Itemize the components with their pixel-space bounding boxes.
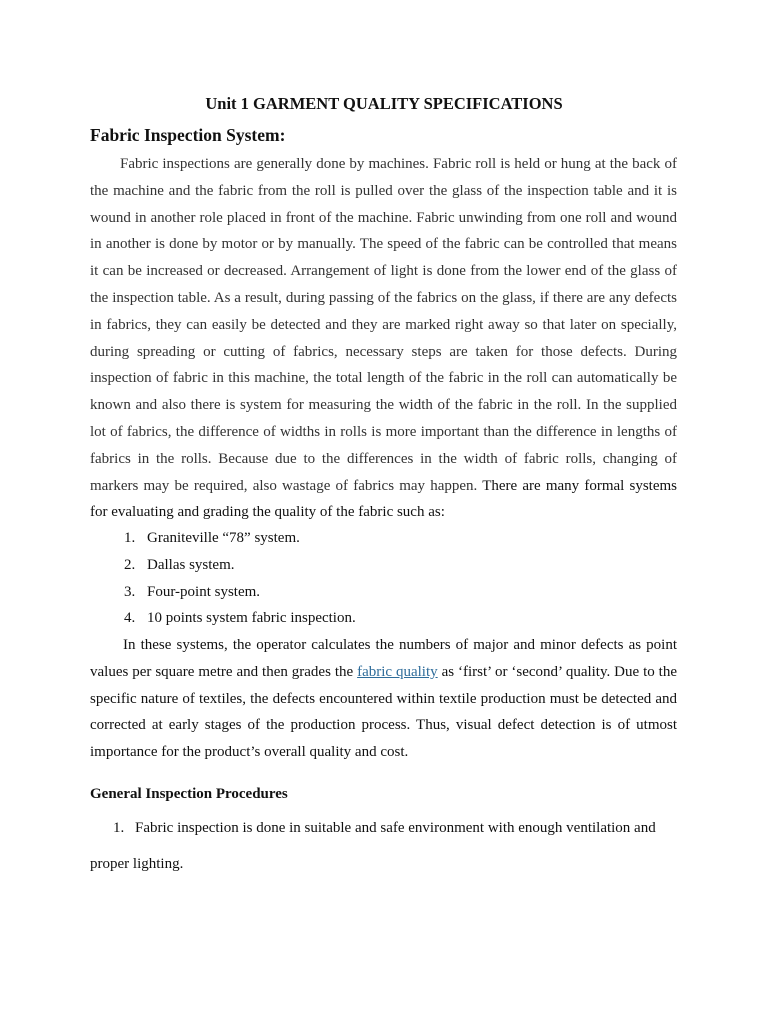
section-heading: Fabric Inspection System: <box>90 125 286 145</box>
list-item-text: 10 points system fabric inspection. <box>147 610 356 627</box>
paragraph-text-after-link: as ‘first’ or ‘second’ quality. Due to the specific nature of textiles, the defects encountered within textile production must be detected and corrected at early stages of the production process. Thus, visual defect detection is of utmost importance for the product’s overall quality and cost. <box>90 663 677 761</box>
list-number: 3. <box>124 583 136 600</box>
document-title: Unit 1 GARMENT QUALITY SPECIFICATIONS <box>205 94 563 113</box>
paragraph-text-before-link: In these systems, the operator calculates the numbers of major and minor defects as point values per square metre and then grades the <box>90 637 677 680</box>
general-procedures-heading: General Inspection Procedures <box>90 786 288 802</box>
list-item <box>90 552 356 579</box>
list-item <box>90 605 356 632</box>
procedure-number: 1. <box>113 820 125 836</box>
list-item-text: Dallas system. <box>147 556 235 573</box>
list-item <box>90 579 356 606</box>
paragraph-grading <box>90 632 677 766</box>
list-number: 1. <box>124 530 136 546</box>
grading-systems-list <box>90 525 356 632</box>
fabric-quality-link[interactable]: fabric quality <box>357 663 438 680</box>
paragraph-text: Fabric inspections are generally done by machines. Fabric roll is held or hung at the back of the machine and the fabric from the roll is pulled over the glass of the inspection table and it is wound in another role placed in front of the machine. Fabric unwinding from one roll and wound in another is done by motor or by manually. The speed of the fabric can be controlled that means it can be increased or decreased. Arrangement of light is done from the lower end of the glass of the inspection table. As a result, during passing of the fabrics on the glass, if there are any defects in fabrics, they can easily be detected and they are marked right away so that later on specially, during spreading or cutting of fabrics, necessary steps are taken for those defects. During inspection of fabric in this machine, the total length of the fabric in the roll can automatically be known and also there is system for measuring the width of the fabric in the roll. In the supplied lot of fabrics, the difference of widths in rolls is more important than the difference in lengths of fabrics in the rolls. Because due to the differences in the width of fabric rolls, changing of markers may be required, also wastage of fabrics may happen. <box>90 156 677 494</box>
paragraph-fabric-inspection <box>90 151 677 526</box>
list-number: 4. <box>124 610 136 627</box>
list-item-text: Graniteville “78” system. <box>147 530 300 546</box>
list-number: 2. <box>124 556 136 573</box>
paragraph-tail-text: There are many formal systems for evaluating and grading the quality of the fabric such as: <box>90 477 677 521</box>
procedure-text: Fabric inspection is done in suitable and safe environment with enough ventilation and <box>135 820 656 836</box>
list-item-text: Four-point system. <box>147 583 261 600</box>
list-item <box>90 525 356 552</box>
procedure-continuation: proper lighting. <box>90 856 184 872</box>
